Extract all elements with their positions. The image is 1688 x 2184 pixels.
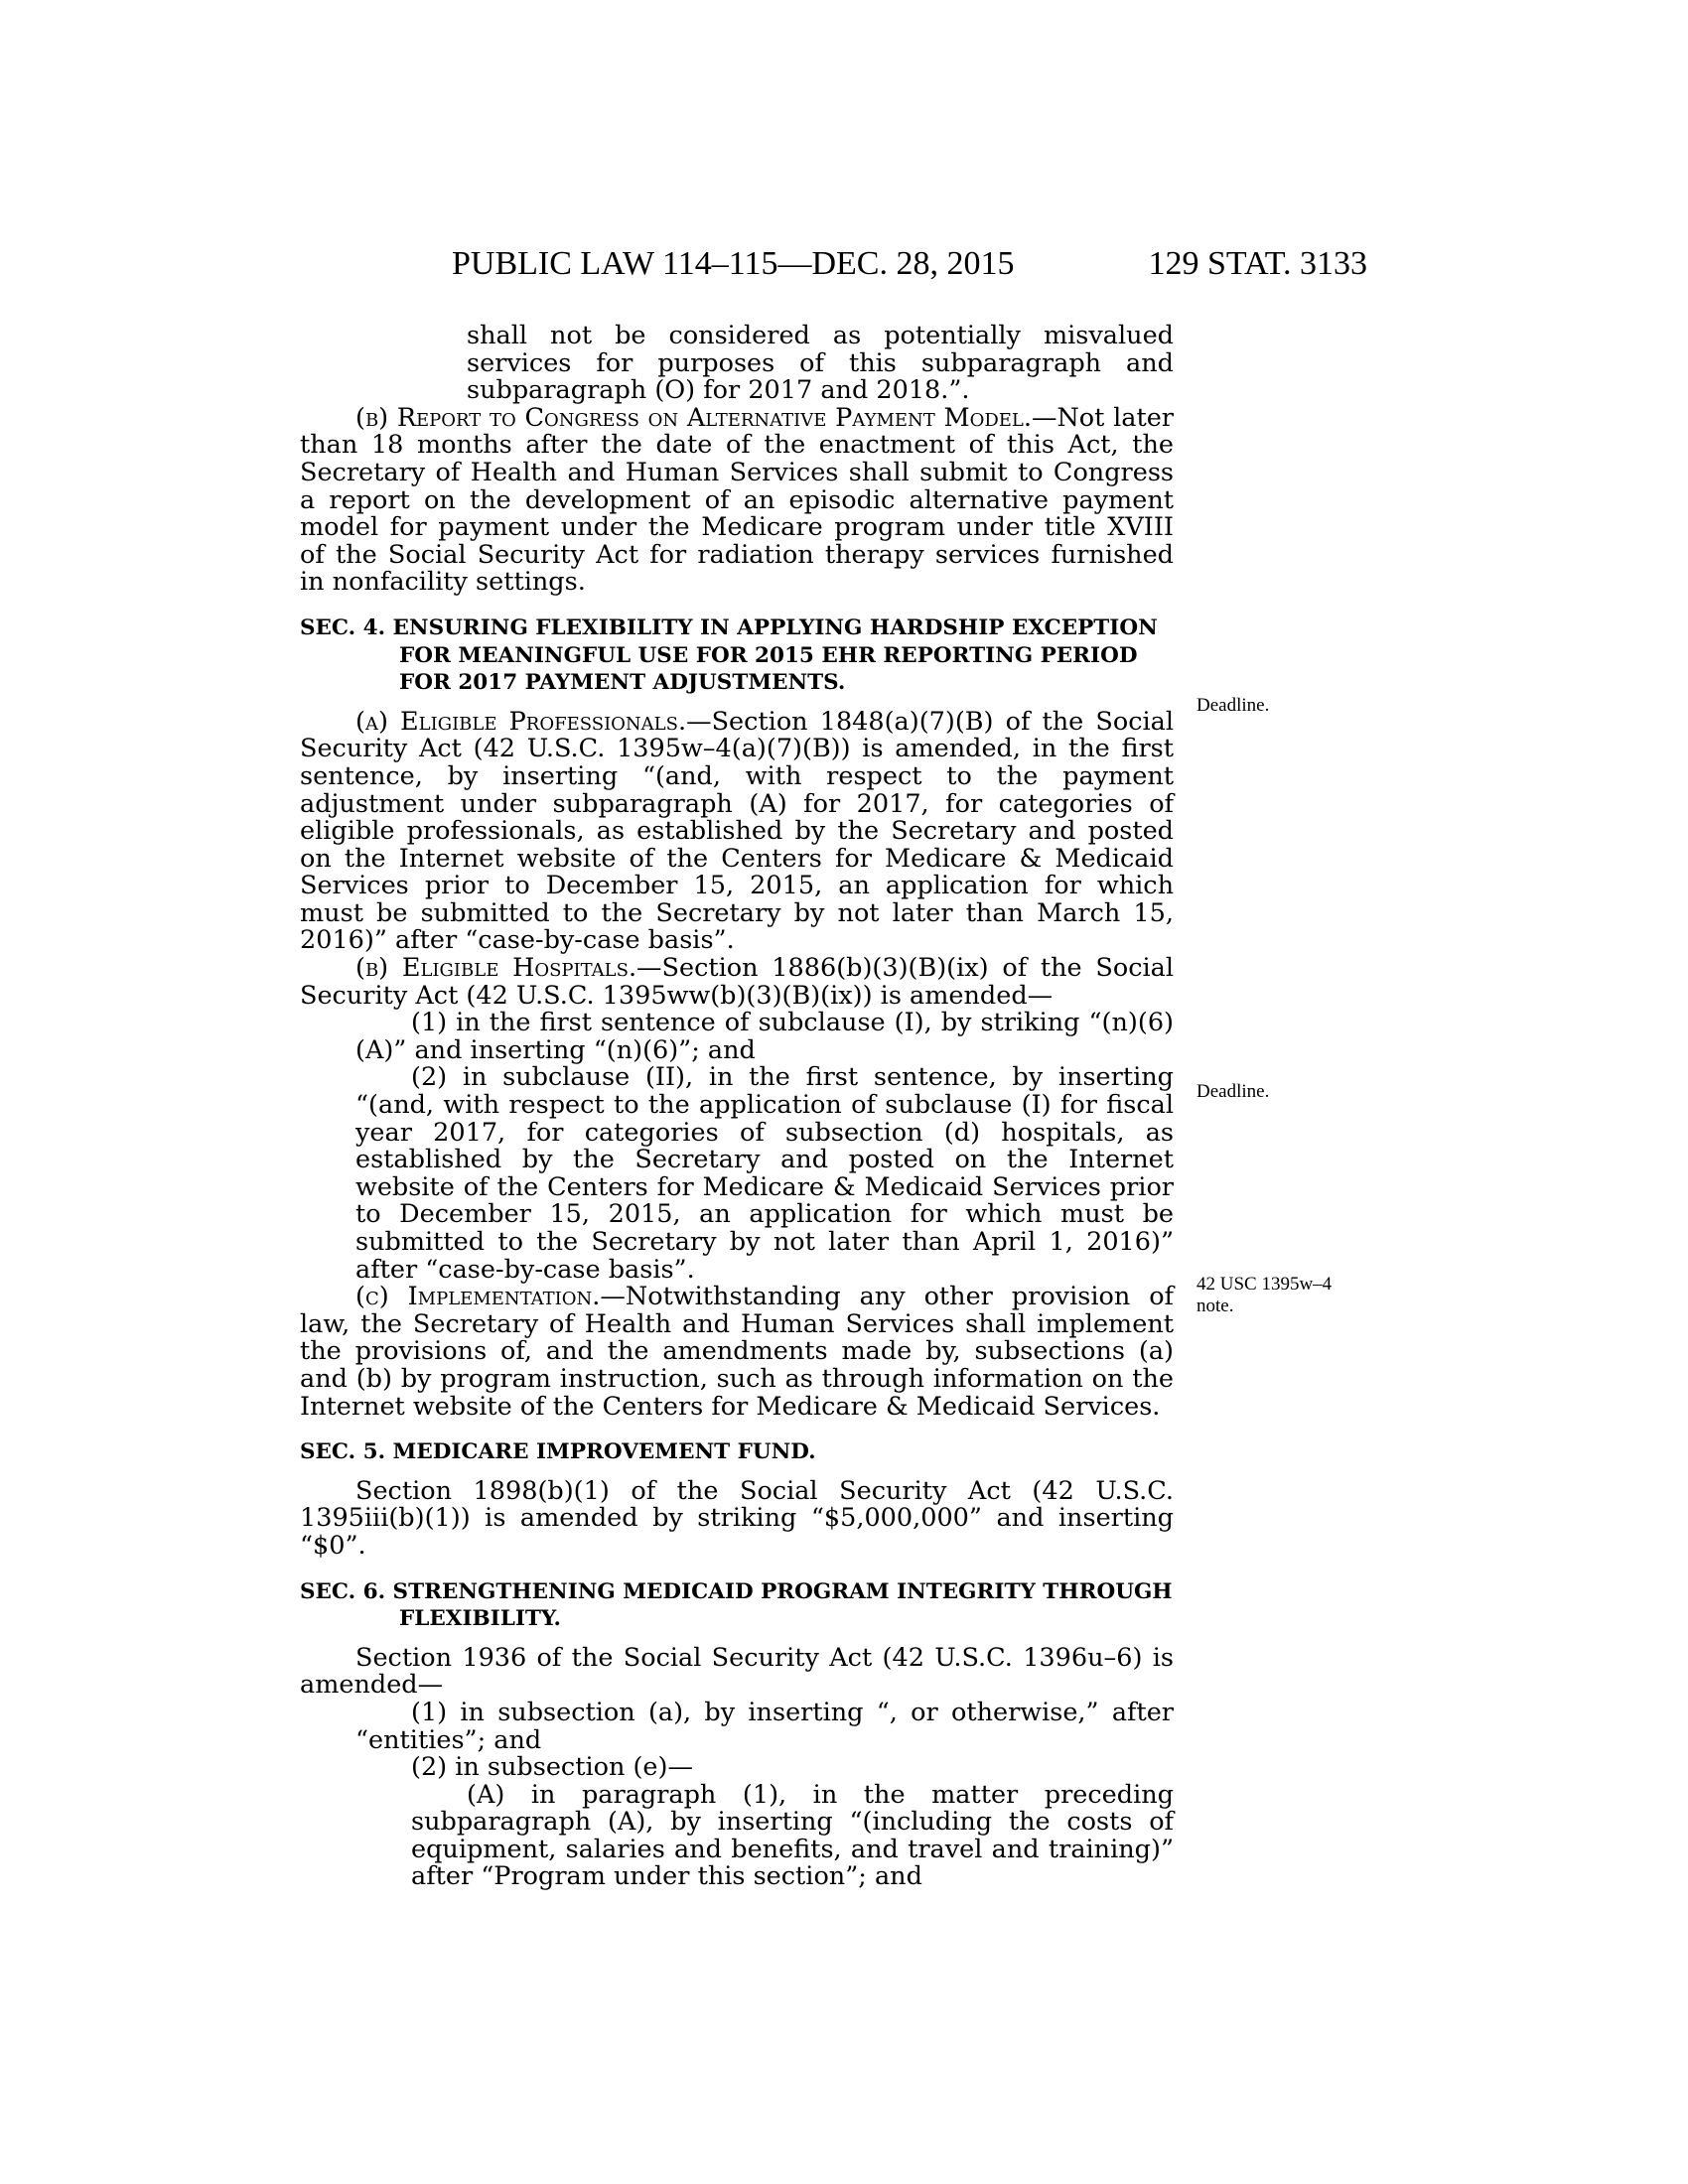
margin-note-deadline-2: Deadline. (1196, 1081, 1270, 1102)
sec4-subsection-c (300, 1284, 1174, 1421)
sec6-paragraph-2: (2) in subsection (e)— (411, 1752, 693, 1783)
stat-page-number: 129 STAT. 3133 (1148, 245, 1367, 282)
document-body (300, 323, 1174, 1891)
sec4-subsection-a (300, 706, 1174, 956)
sec4-b-paragraph-2: (2) in subclause (II), in the first sentence, by inserting “(and, with respect to the application of subclause (I) for fiscal year 2017, for categories of subsection (d) hospitals, as established by the Secretary and posted on the Internet website of the Centers for Medicare & Medicaid Services prior to December 15, 2015, an application for which must be submitted to the Secretary by not later than April 1, 2016)” after “case-by-case basis”. (355, 1062, 1174, 1285)
section-5-heading: SEC. 5. MEDICARE IMPROVEMENT FUND. (300, 1439, 816, 1465)
page-header (452, 244, 1367, 284)
section-6-heading: SEC. 6. STRENGTHENING MEDICAID PROGRAM INTEGRITY THROUGH FLEXIBILITY. (300, 1578, 1173, 1632)
subsection-text: Not later than 18 months after the date of the enactment of this Act, the Secretary of Health and Human Services shall submit to Congress a report on the development of an episodic alternative payment model for payment under the Medicare program under title XVIII of the Social Security Act for radiation therapy services furnished in nonfacility settings. (300, 402, 1174, 598)
usc-citation-line: 42 USC 1395w–4 (1196, 1274, 1333, 1295)
sec4-b-paragraph-1: (1) in the first sentence of subclause (I), by striking “(n)(6)(A)” and inserting “(n)(6)”; and (355, 1008, 1174, 1065)
sec4-subsection-b (300, 955, 1174, 1010)
sec5-text: Section 1898(b)(1) of the Social Security Act (42 U.S.C. 1395iii(b)(1)) is amended by striking “$5,000,000” and inserting “$0”. (300, 1475, 1174, 1561)
margin-note-usc-citation (1196, 1274, 1395, 1317)
usc-note-line: note. (1196, 1296, 1234, 1316)
subsection-text: Notwithstanding any other provision of law, the Secretary of Health and Human Services shall implement the provisions of, and the amendments made by, subsections (a) and (b) by program instruction, such as through information on the Internet website of the Centers for Medicare & Medicaid Services. (300, 1282, 1174, 1422)
public-law-title: PUBLIC LAW 114–115—DEC. 28, 2015 (452, 245, 1015, 282)
subsection-b-report (300, 402, 1174, 598)
margin-note-deadline-1: Deadline. (1196, 695, 1270, 716)
subsection-text: Section 1886(b)(3)(B)(ix) of the Social Security Act (42 U.S.C. 1395ww(b)(3)(B)(ix)) is amended— (300, 953, 1174, 1011)
subsection-label: (c) Implementation.— (355, 1282, 626, 1312)
section-4-heading: SEC. 4. ENSURING FLEXIBILITY IN APPLYING HARDSHIP EXCEPTION FOR MEANINGFUL USE FOR 2015 EHR REPORTING PERIOD FOR 2017 PAYMENT ADJUSTMENTS. (300, 614, 1158, 696)
subsection-label: (b) Report to Congress on Alternative Payment Model.— (355, 402, 1057, 433)
continued-paragraph: shall not be considered as potentially misvalued services for purposes of this subparagraph and subparagraph (O) for 2017 and 2018.”. (467, 321, 1174, 406)
sec6-text: Section 1936 of the Social Security Act (42 U.S.C. 1396u–6) is amended— (300, 1642, 1174, 1701)
subsection-text: Section 1848(a)(7)(B) of the Social Security Act (42 U.S.C. 1395w–4(a)(7)(B)) is amended, in the first sentence, by inserting “(and, with respect to the payment adjustment under subparagraph (A) for 2017, for categories of eligible professionals, as established by the Secretary and posted on the Internet website of the Centers for Medicare & Medicaid Services prior to December 15, 2015, an application for which must be submitted to the Secretary by not later than March 15, 2016)” after “case-by-case basis”. (300, 706, 1174, 956)
subsection-label: (a) Eligible Professionals.— (355, 706, 712, 737)
sec6-subparagraph-A: (A) in paragraph (1), in the matter preceding subparagraph (A), by inserting “(including the costs of equipment, salaries and benefits, and travel and training)” after “Program under this section”; and (411, 1779, 1174, 1892)
sec6-paragraph-1: (1) in subsection (a), by inserting “, or otherwise,” after “entities”; and (355, 1697, 1174, 1755)
subsection-label: (b) Eligible Hospitals.— (355, 953, 662, 984)
